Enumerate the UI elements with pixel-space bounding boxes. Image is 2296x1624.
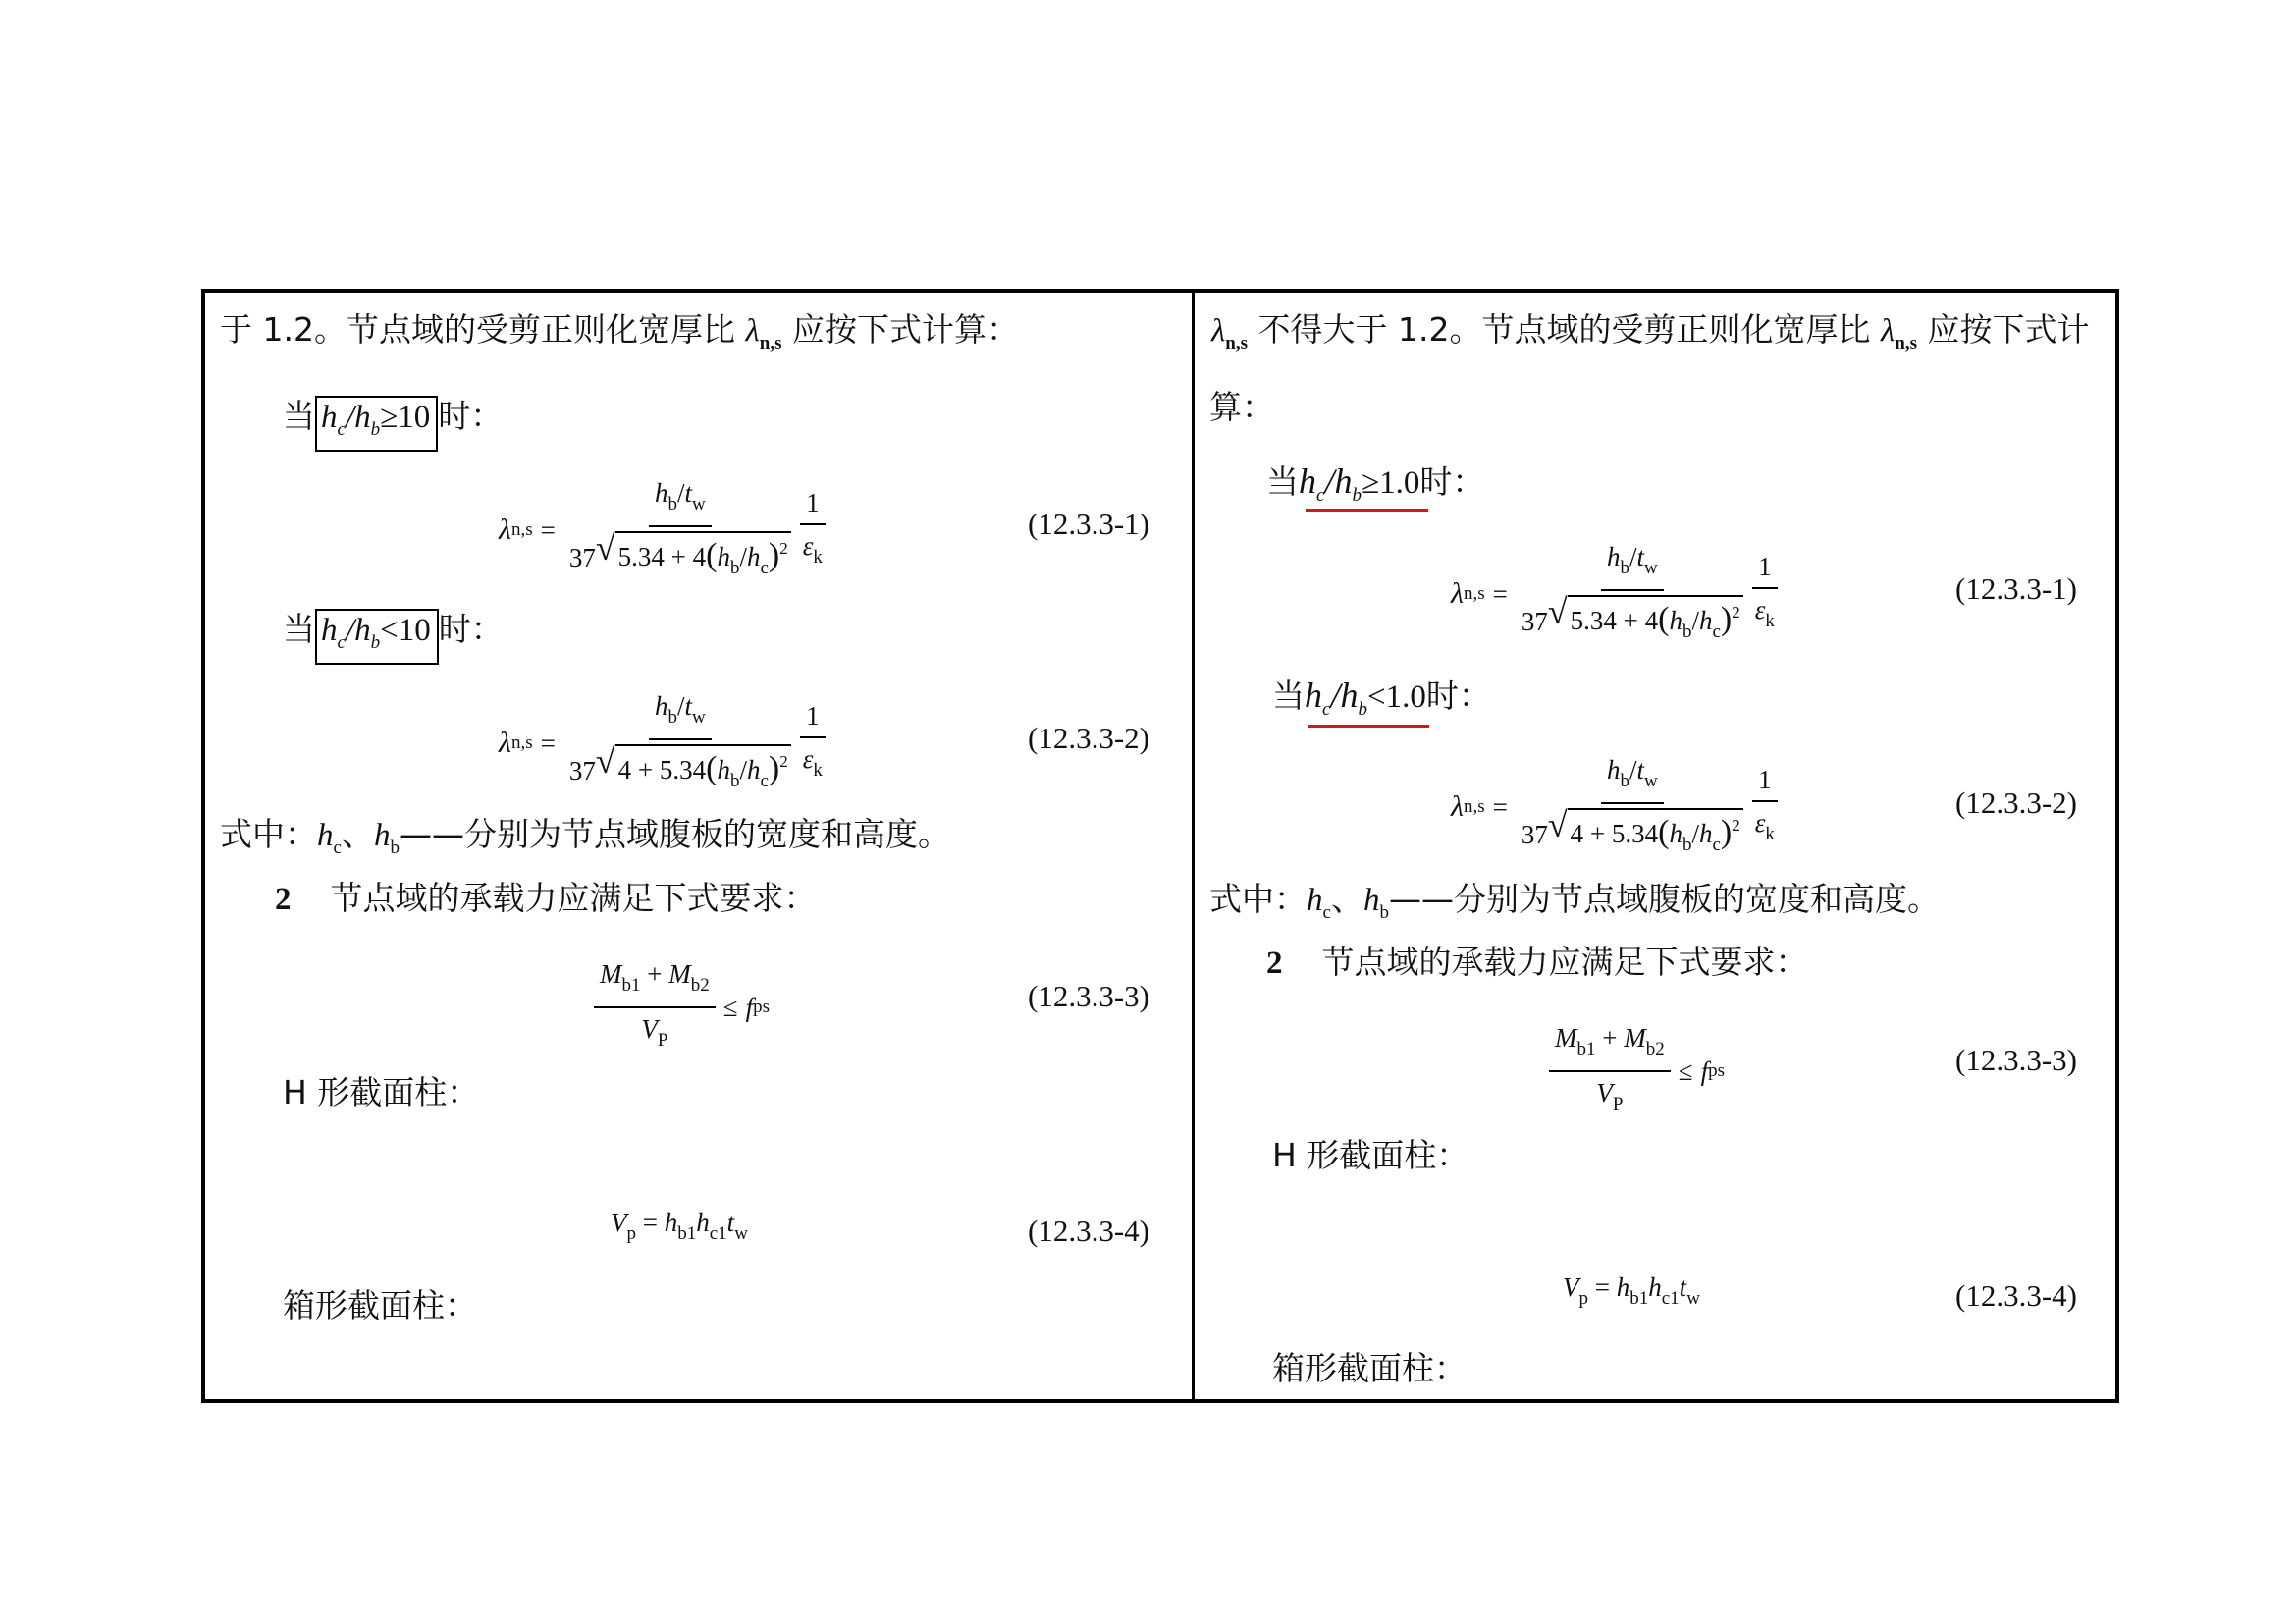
right-condition-2: 当$h_c/h_b<1.0$时： [1272,676,1491,720]
right-condition-1: 当$h_c/h_b\ge 1.0$时： [1266,461,1485,506]
left-item-2: 2 节点域的承载力应满足下式要求： [275,879,817,917]
left-eq-number-1: (12.3.3-1) [1028,507,1149,541]
right-item-2: 2 节点域的承载力应满足下式要求： [1266,943,1808,981]
right-formula-4: $V_p = h_{b1}h_{c1}t_w$ [1563,1272,1700,1309]
right-intro-line-2: 算： [1209,388,1274,426]
right-formula-1: λ n,s = $h_b/t_w$ 37 √ $5.34 + 4(h_b/h_c)^2$ $\frac{1}{\varepsilon_k}$ [1451,540,1781,648]
right-condition-1-underline [1306,509,1428,512]
condition-box-2: $h_c/h_b<10$ [315,609,439,665]
left-formula-3: $\frac{M_{b1} + M_{b2}}{V_P}$ ≤ f ps [594,957,770,1057]
right-box-section-label: 箱形截面柱： [1272,1349,1467,1387]
left-eq-number-3: (12.3.3-3) [1028,979,1149,1013]
left-eq-number-2: (12.3.3-2) [1028,721,1149,755]
left-eq-number-4: (12.3.3-4) [1028,1214,1149,1248]
column-divider [1192,289,1195,1403]
right-eq-number-4: (12.3.3-4) [1955,1278,2077,1313]
right-formula-3: $\frac{M_{b1} + M_{b2}}{V_P}$ ≤ f ps [1549,1021,1725,1121]
left-h-section-label: H 形截面柱： [283,1073,480,1111]
condition-box-1: $h_c/h_b\ge 10$ [315,396,438,452]
right-eq-number-3: (12.3.3-3) [1955,1043,2077,1077]
left-formula-1: λ n,s = $h_b/t_w$ 37 √ $5.34 + 4(h_b/h_c)^2$ $\frac{1}{\varepsilon_k}$ [499,476,828,584]
left-intro: 于 1.2。节点域的受剪正则化宽厚比 $\lambda_{n,s}$ 应按下式计算： [220,310,1019,353]
right-h-section-label: H 形截面柱： [1272,1136,1469,1174]
right-eq-number-2: (12.3.3-2) [1955,785,2077,820]
left-where-clause: 式中：$h_c$、$h_b——$分别为节点域腹板的宽度和高度。 [220,815,950,858]
left-condition-1: 当 $h_c/h_b\ge 10$ 时： [283,396,503,452]
right-eq-number-1: (12.3.3-1) [1955,571,2077,606]
left-formula-2: λ n,s = $h_b/t_w$ 37 √ $4 + 5.34(h_b/h_c)^2$ $\frac{1}{\varepsilon_k}$ [499,689,828,797]
right-formula-2: λ n,s = $h_b/t_w$ 37 √ $4 + 5.34(h_b/h_c)^2$ $\frac{1}{\varepsilon_k}$ [1451,753,1781,861]
right-where-clause: 式中：$h_c$、$h_b——$分别为节点域腹板的宽度和高度。 [1209,880,1940,923]
left-box-section-label: 箱形截面柱： [283,1286,477,1325]
left-condition-2: 当 $h_c/h_b<10$ 时： [283,609,504,665]
left-formula-4: $V_p = h_{b1}h_{c1}t_w$ [611,1208,748,1244]
right-intro-line-1: $\lambda_{n,s}$ 不得大于 1.2。节点域的受剪正则化宽厚比 $\lambda_{n,s}$ 应按下式计 [1211,310,2090,353]
right-condition-2-underline [1308,725,1429,728]
